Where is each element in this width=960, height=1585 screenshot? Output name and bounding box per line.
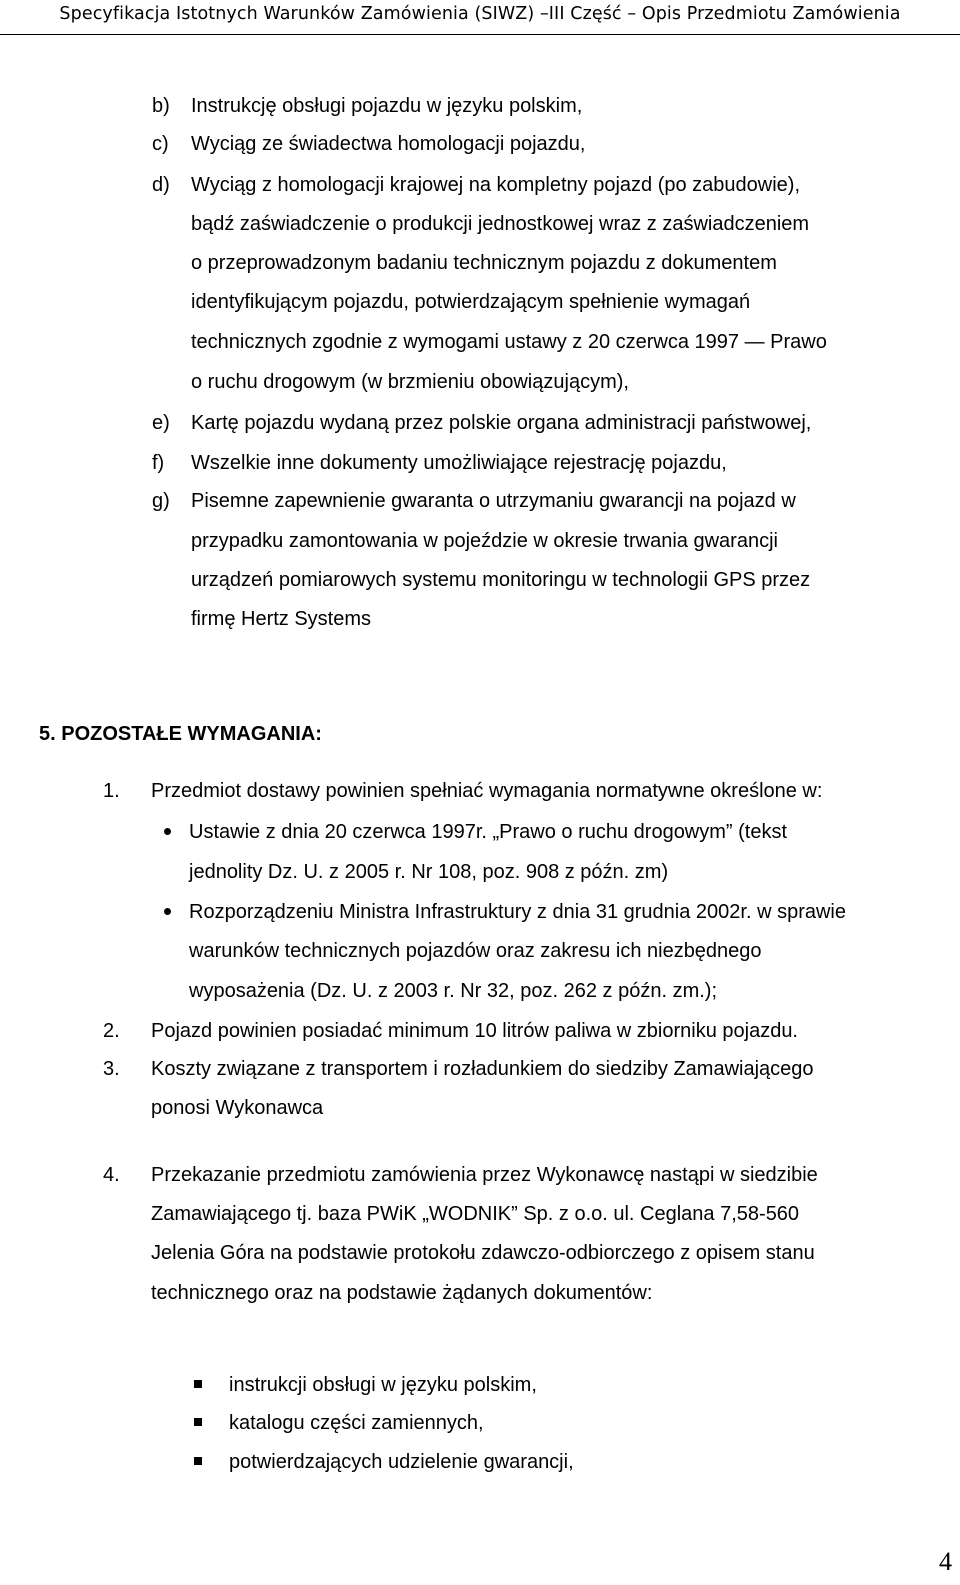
square-bullet-icon xyxy=(194,1457,202,1465)
document-item: instrukcji obsługi w języku polskim, xyxy=(229,1374,537,1396)
list-item-f-line: Wszelkie inne dokumenty umożliwiające rejestrację pojazdu, xyxy=(191,452,727,474)
list-item-e-line: Kartę pojazdu wydaną przez polskie organa administracji państwowej, xyxy=(191,412,812,434)
list-item-d-line: o ruchu drogowym (w brzmieniu obowiązującym), xyxy=(191,371,629,393)
list-item-g-line: przypadku zamontowania w pojeździe w okresie trwania gwarancji xyxy=(191,530,778,552)
section-heading: 5. POZOSTAŁE WYMAGANIA: xyxy=(39,723,322,745)
list-item-d-line: Wyciąg z homologacji krajowej na kompletny pojazd (po zabudowie), xyxy=(191,174,801,196)
document-item: potwierdzających udzielenie gwarancji, xyxy=(229,1451,574,1473)
bullet-icon xyxy=(164,908,171,915)
list-item-g-line: urządzeń pomiarowych systemu monitoringu w technologii GPS przez xyxy=(191,569,811,591)
list-item-b-line: Instrukcję obsługi pojazdu w języku polskim, xyxy=(191,95,583,117)
page-header-title: Specyfikacja Istotnych Warunków Zamówienia (SIWZ) –III Część – Opis Przedmiotu Zamówienia xyxy=(59,4,901,24)
numbered-item-4-line: Zamawiającego tj. baza PWiK „WODNIK” Sp. z o.o. ul. Ceglana 7,58-560 xyxy=(151,1203,800,1225)
regulation-item-line: Rozporządzeniu Ministra Infrastruktury z dnia 31 grudnia 2002r. w sprawie xyxy=(189,901,846,923)
page-number: 4 xyxy=(939,1547,952,1576)
list-label-b: b) xyxy=(152,95,170,117)
numbered-item-4-line: Przekazanie przedmiotu zamówienia przez Wykonawcę nastąpi w siedzibie xyxy=(151,1164,818,1186)
numbered-item-4-line: technicznego oraz na podstawie żądanych dokumentów: xyxy=(151,1282,653,1304)
bullet-icon xyxy=(164,828,171,835)
list-item-d-line: identyfikującym pojazdu, potwierdzającym spełnienie wymagań xyxy=(191,291,751,313)
list-label-d: d) xyxy=(152,174,170,196)
list-item-c-line: Wyciąg ze świadectwa homologacji pojazdu, xyxy=(191,133,586,155)
list-item-g-line: firmę Hertz Systems xyxy=(191,608,372,630)
numbered-item-4-line: Jelenia Góra na podstawie protokołu zdawczo-odbiorczego z opisem stanu xyxy=(151,1242,815,1264)
regulation-item-line: jednolity Dz. U. z 2005 r. Nr 108, poz. 908 z późn. zm) xyxy=(189,861,669,883)
header-divider xyxy=(0,34,960,35)
square-bullet-icon xyxy=(194,1380,202,1388)
numbered-item-3-line: ponosi Wykonawca xyxy=(151,1097,324,1119)
numbered-label-3: 3. xyxy=(103,1058,120,1080)
numbered-label-4: 4. xyxy=(103,1164,120,1186)
list-label-g: g) xyxy=(152,490,170,512)
square-bullet-icon xyxy=(194,1418,202,1426)
numbered-label-2: 2. xyxy=(103,1020,120,1042)
numbered-item-3-line: Koszty związane z transportem i rozładunkiem do siedziby Zamawiającego xyxy=(151,1058,814,1080)
regulation-item-line: wyposażenia (Dz. U. z 2003 r. Nr 32, poz. 262 z późn. zm.); xyxy=(189,980,718,1002)
numbered-item-2-line: Pojazd powinien posiadać minimum 10 litrów paliwa w zbiorniku pojazdu. xyxy=(151,1020,798,1042)
numbered-item-1-line: Przedmiot dostawy powinien spełniać wymagania normatywne określone w: xyxy=(151,780,823,802)
regulation-item-line: warunków technicznych pojazdów oraz zakresu ich niezbędnego xyxy=(189,940,762,962)
list-item-d-line: technicznych zgodnie z wymogami ustawy z 20 czerwca 1997 — Prawo xyxy=(191,331,827,353)
list-item-d-line: bądź zaświadczenie o produkcji jednostkowej wraz z zaświadczeniem xyxy=(191,213,810,235)
list-item-g-line: Pisemne zapewnienie gwaranta o utrzymaniu gwarancji na pojazd w xyxy=(191,490,796,512)
document-item: katalogu części zamiennych, xyxy=(229,1412,484,1434)
list-label-c: c) xyxy=(152,133,169,155)
list-label-e: e) xyxy=(152,412,170,434)
regulation-item-line: Ustawie z dnia 20 czerwca 1997r. „Prawo o ruchu drogowym” (tekst xyxy=(189,821,788,843)
list-label-f: f) xyxy=(152,452,165,474)
numbered-label-1: 1. xyxy=(103,780,120,802)
list-item-d-line: o przeprowadzonym badaniu technicznym pojazdu z dokumentem xyxy=(191,252,777,274)
